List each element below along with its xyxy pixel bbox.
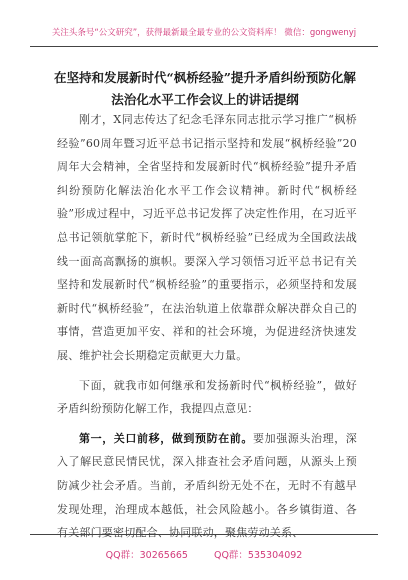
paragraph-1: 刚才，X同志传达了纪念毛泽东同志批示学习推广“枫桥经验”60周年暨习近平总书记指示坚持和发展“枫桥经验”20周年大会精神，全省坚持和发展新时代“枫桥经验”提升矛盾纠纷预防化解法治化水平工作会议精神。新时代“枫桥经验”形成过程中，习近平总书记发挥了决定性作用，在习近平总书记领航掌舵下，新时代“枫桥经验”已经成为全国政法战线一面高高飘扬的旗帜。要深入学习领悟习近平总书记有关坚持和发展新时代“枫桥经验”的重要指示，必须坚持和发展新时代“枫桥经验”，在法治轨道上依靠群众解决群众自己的事情，营造更加平安、祥和的社会环境，为促进经济快速发展、维护社会长期稳定贡献更大力量。 <box>57 113 357 362</box>
paragraph-2: 下面，就我市如何继承和发扬新时代“枫桥经验”，做好矛盾纠纷预防化解工作，我提四点意见： <box>57 378 357 416</box>
footer-contacts <box>0 547 408 561</box>
title-line-2: 法治化水平工作会议上的讲话提纲 <box>111 92 299 107</box>
paragraph-3-lead: 第一，关口前移，做到预防在前。 <box>79 431 253 445</box>
footer-divider <box>30 534 378 535</box>
footer-qq-group-2: QQ群：535304092 <box>213 550 303 561</box>
header-divider <box>30 46 378 47</box>
footer-qq-group-1: QQ群：30265665 <box>105 550 188 561</box>
page-footer <box>0 534 408 574</box>
paragraph-3-body: 要加强源头治理，深入了解民意民情民忧，深入排查社会矛盾问题，从源头上预防减少社会矛盾。当前，矛盾纠纷无处不在，无时不有越早发现处理，治理成本越低，社会风险越小。各乡镇街道、各有关部门要密切配合、协同联动，聚焦劳动关系、 <box>57 431 357 540</box>
page-header <box>0 0 408 62</box>
document-body <box>57 108 357 545</box>
document-title <box>40 67 370 111</box>
title-line-1: 在坚持和发展新时代“枫桥经验”提升矛盾纠纷预防化解 <box>54 70 356 85</box>
header-promo-text: 关注头条号“公文研究”，获得最新最全最专业的公文资料库！ 微信：gongwenyj <box>51 28 357 38</box>
paragraph-3 <box>57 427 357 545</box>
